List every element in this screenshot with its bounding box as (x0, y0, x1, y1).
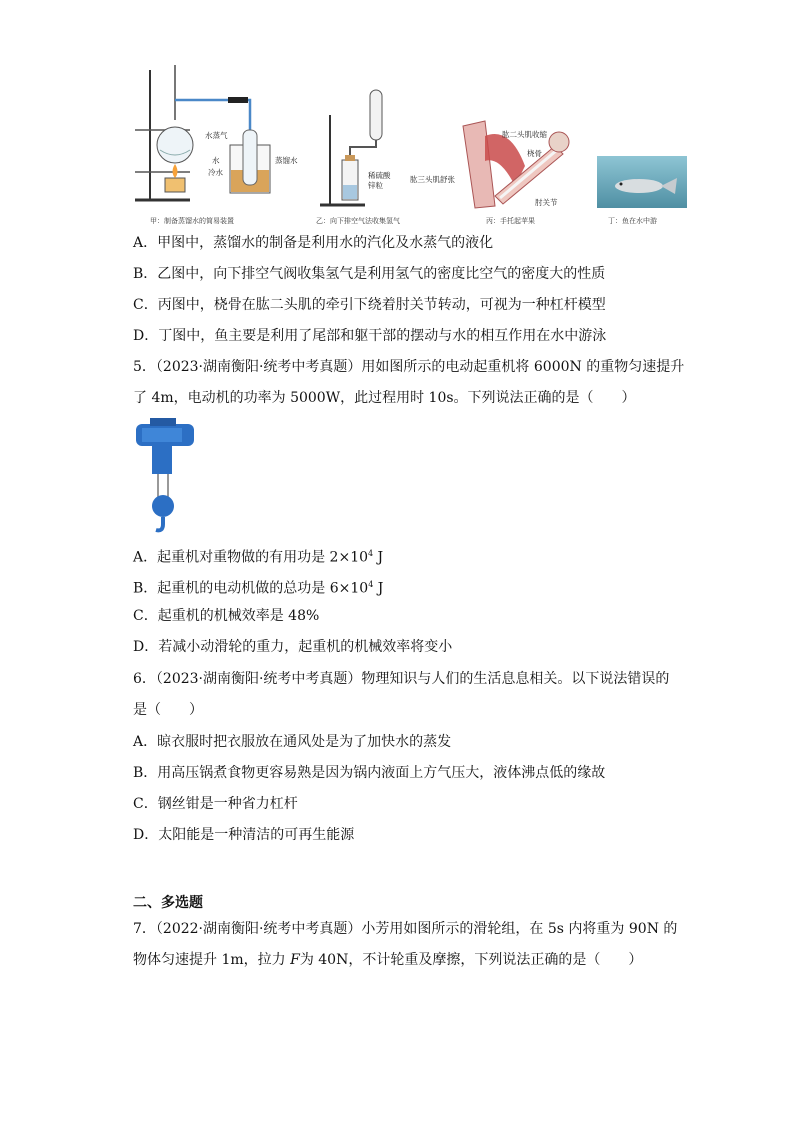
q5-stem-line1: 5．（2023·湖南衡阳·统考中考真题）用如图所示的电动起重机将 6000N 的重物匀速提升 (133, 359, 685, 375)
section-title-multiple-choice: 二、多选题 (133, 895, 203, 911)
label-radius: 桡骨 (527, 149, 542, 158)
caption-yi: 乙：向下排空气法收集氢气 (316, 217, 400, 225)
q6-option-b: B．用高压锅煮食物更容易熟是因为锅内液面上方气压大，液体沸点低的缘故 (133, 765, 606, 781)
q6-stem-line2: 是（ ） (133, 702, 203, 718)
fish-swimming-figure (597, 156, 687, 208)
label-triceps: 肱三头肌舒张 (410, 175, 455, 184)
q5-option-d: D．若减小动滑轮的重力，起重机的机械效率将变小 (133, 639, 453, 655)
q4-option-b: B．乙图中，向下排空气阀收集氢气是利用氢气的密度比空气的密度大的性质 (133, 266, 606, 282)
label-cold-water: 冷水 (208, 168, 223, 177)
label-zinc: 锌粒 (368, 181, 383, 190)
hydrogen-collection-figure (315, 85, 410, 210)
caption-ding: 丁：鱼在水中游 (608, 217, 657, 225)
label-elbow: 肘关节 (535, 198, 558, 207)
q6-option-a: A．晾衣服时把衣服放在通风处是为了加快水的蒸发 (133, 734, 452, 750)
electric-crane-figure (130, 418, 200, 536)
q5-option-a: A．起重机对重物做的有用功是 $2\times 10^4$ J (133, 549, 384, 566)
label-biceps: 肱二头肌收缩 (502, 130, 547, 139)
q7-stem-line1: 7．（2022·湖南衡阳·统考中考真题）小芳用如图所示的滑轮组，在 5s 内将重为 90N 的 (133, 921, 678, 937)
q6-option-c: C．钢丝钳是一种省力杠杆 (133, 796, 298, 812)
label-dilute-acid: 稀硫酸 (368, 171, 391, 180)
label-distilled-water: 蒸馏水 (275, 156, 298, 165)
q4-option-a: A．甲图中，蒸馏水的制备是利用水的汽化及水蒸气的液化 (133, 235, 494, 251)
q5-option-b: B．起重机的电动机做的总功是 $6\times 10^4$ J (133, 580, 384, 597)
q5-stem-line2: 了 4m，电动机的功率为 5000W，此过程用时 10s。下列说法正确的是（ ） (133, 390, 636, 406)
q7-stem-line2: 物体匀速提升 1m，拉力 F为 40N，不计轮重及摩擦，下列说法正确的是（ ） (133, 952, 643, 968)
caption-bing: 丙：手托起苹果 (486, 217, 535, 225)
q5-option-c: C．起重机的机械效率是 48% (133, 608, 320, 624)
q4-option-d: D．丁图中，鱼主要是利用了尾部和躯干部的摆动与水的相互作用在水中游泳 (133, 328, 607, 344)
label-water: 水 (212, 156, 220, 165)
caption-jia: 甲：制备蒸馏水的简易装置 (150, 217, 234, 225)
q4-option-c: C．丙图中，桡骨在肱二头肌的牵引下绕着肘关节转动，可视为一种杠杆模型 (133, 297, 606, 313)
label-water-vapor: 水蒸气 (205, 131, 228, 140)
q6-stem-line1: 6．（2023·湖南衡阳·统考中考真题）物理知识与人们的生活息息相关。以下说法错误的 (133, 671, 670, 687)
q6-option-d: D．太阳能是一种清洁的可再生能源 (133, 827, 355, 843)
